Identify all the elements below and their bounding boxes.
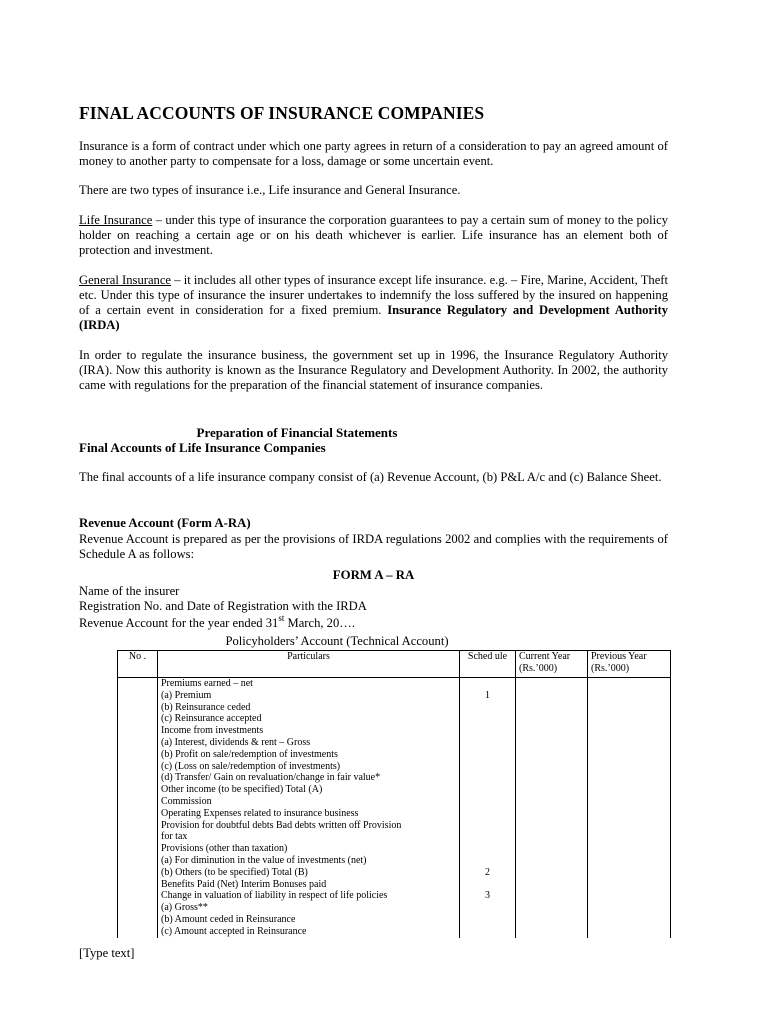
particulars-line: Other income (to be specified) Total (A)	[161, 784, 323, 796]
particulars-line: (a) Gross**	[161, 902, 208, 914]
final-accounts-paragraph: The final accounts of a life insurance company consist of (a) Revenue Account, (b) P&L A/c and (c) Balance Sheet.	[79, 470, 662, 484]
schedule-line	[463, 831, 512, 843]
current-year-cell	[516, 678, 588, 939]
particulars-line: (b) Profit on sale/redemption of investments	[161, 748, 338, 760]
particulars-line: Commission	[161, 795, 212, 807]
particulars-cell	[158, 678, 460, 939]
schedule-cell	[460, 678, 516, 939]
footer-placeholder: [Type text]	[79, 946, 135, 960]
particulars-line: (c) (Loss on sale/redemption of investments)	[161, 760, 341, 772]
life-insurance-term: Life Insurance	[79, 213, 153, 227]
revenue-account-table	[117, 650, 671, 938]
schedule-line	[463, 713, 512, 725]
schedule-line	[463, 749, 512, 761]
schedule-line	[463, 772, 512, 784]
col-schedule: Sched ule	[460, 651, 516, 678]
registration-label: Registration No. and Date of Registration with the IRDA	[79, 599, 367, 613]
life-accounts-heading: Final Accounts of Life Insurance Companies	[79, 440, 326, 455]
life-insurance-text: – under this type of insurance the corporation guarantees to pay a certain sum of money to the policy holder on reaching a certain age or on his death whichever is earlier. Life insurance has an element both of protection and investment.	[79, 213, 668, 257]
schedule-line	[463, 784, 512, 796]
particulars-line: for tax	[161, 831, 188, 843]
particulars-line: Operating Expenses related to insurance business	[161, 807, 359, 819]
revenue-year-prefix: Revenue Account for the year ended 31	[79, 616, 279, 630]
col-previous-year: Previous Year (Rs.’000)	[588, 651, 671, 678]
revenue-paragraph: Revenue Account is prepared as per the provisions of IRDA regulations 2002 and complies with the requirements of Schedule A as follows:	[79, 532, 668, 561]
irda-heading: Insurance Regulatory and Development Authority (IRDA)	[79, 303, 668, 332]
types-paragraph: There are two types of insurance i.e., Life insurance and General Insurance.	[79, 183, 461, 197]
revenue-year-sup: st	[278, 612, 285, 623]
particulars-line: (a) Premium	[161, 689, 212, 701]
particulars-line: (b) Others (to be specified) Total (B)	[161, 866, 308, 878]
schedule-line	[463, 808, 512, 820]
irda-paragraph: In order to regulate the insurance business, the government set up in 1996, the Insurance Regulatory Authority (IRA). Now this authority is known as the Insurance Regulatory and Development Authority. In 2002, the authority came with regulations for the preparation of the financial statement of insurance companies.	[79, 348, 668, 392]
general-insurance-paragraph	[79, 273, 668, 333]
schedule-line	[463, 820, 512, 832]
particulars-line: Change in valuation of liability in respect of life policies	[161, 890, 388, 902]
particulars-line: Benefits Paid (Net) Interim Bonuses paid	[161, 878, 327, 890]
particulars-line: Premiums earned – net	[161, 678, 253, 689]
schedule-line	[463, 843, 512, 855]
col-particulars: Particulars	[158, 651, 460, 678]
schedule-line	[463, 678, 512, 690]
particulars-line: (c) Amount accepted in Reinsurance	[161, 925, 307, 937]
schedule-line	[463, 737, 512, 749]
intro-paragraph: Insurance is a form of contract under which one party agrees in return of a consideration to pay an agreed amount of money to another party to compensate for a loss, damage or some uncertain event.	[79, 139, 668, 168]
schedule-line: 3	[485, 890, 490, 902]
col-no: No .	[118, 651, 158, 678]
general-insurance-text: – it includes all other types of insurance except life insurance. e.g. – Fire, Marine, Accident, Theft etc. Under this type of insurance the insurer undertakes to indemnify the loss suffered by the insured on happening of a certain event in consideration for a fixed premium.	[79, 273, 668, 317]
form-title: FORM A – RA	[332, 568, 415, 582]
revenue-year-label	[79, 612, 355, 631]
schedule-line	[463, 926, 512, 938]
schedule-line: 2	[485, 866, 490, 878]
preparation-heading: Preparation of Financial Statements	[196, 425, 398, 440]
table-header-row	[118, 651, 671, 678]
revenue-account-heading: Revenue Account (Form A-RA)	[79, 516, 251, 530]
particulars-line: (b) Amount ceded in Reinsurance	[161, 913, 296, 925]
particulars-line: Provision for doubtful debts Bad debts written off Provision	[161, 819, 402, 831]
insurer-name-label: Name of the insurer	[79, 584, 180, 598]
schedule-line	[463, 914, 512, 926]
revenue-year-suffix: March, 20….	[284, 616, 355, 630]
particulars-line: (d) Transfer/ Gain on revaluation/change in fair value*	[161, 772, 381, 784]
particulars-line: (a) For diminution in the value of investments (net)	[161, 854, 367, 866]
policyholders-heading: Policyholders’ Account (Technical Account)	[225, 634, 449, 648]
schedule-line	[463, 855, 512, 867]
table-body-row	[118, 678, 671, 939]
particulars-line: Income from investments	[161, 725, 264, 737]
particulars-line: (c) Reinsurance accepted	[161, 713, 262, 725]
schedule-line	[463, 725, 512, 737]
document-title: FINAL ACCOUNTS OF INSURANCE COMPANIES	[79, 103, 485, 123]
schedule-line	[463, 879, 512, 891]
no-cell	[118, 678, 158, 939]
particulars-line: (a) Interest, dividends & rent – Gross	[161, 736, 311, 748]
col-current-year: Current Year (Rs.’000)	[516, 651, 588, 678]
schedule-line: 1	[485, 689, 490, 701]
particulars-line: (b) Reinsurance ceded	[161, 701, 251, 713]
schedule-line	[463, 761, 512, 773]
life-insurance-paragraph	[79, 213, 668, 258]
previous-year-cell	[588, 678, 671, 939]
schedule-line	[463, 702, 512, 714]
schedule-line	[463, 902, 512, 914]
particulars-line: Provisions (other than taxation)	[161, 843, 288, 855]
general-insurance-term: General Insurance	[79, 273, 172, 287]
schedule-line	[463, 796, 512, 808]
